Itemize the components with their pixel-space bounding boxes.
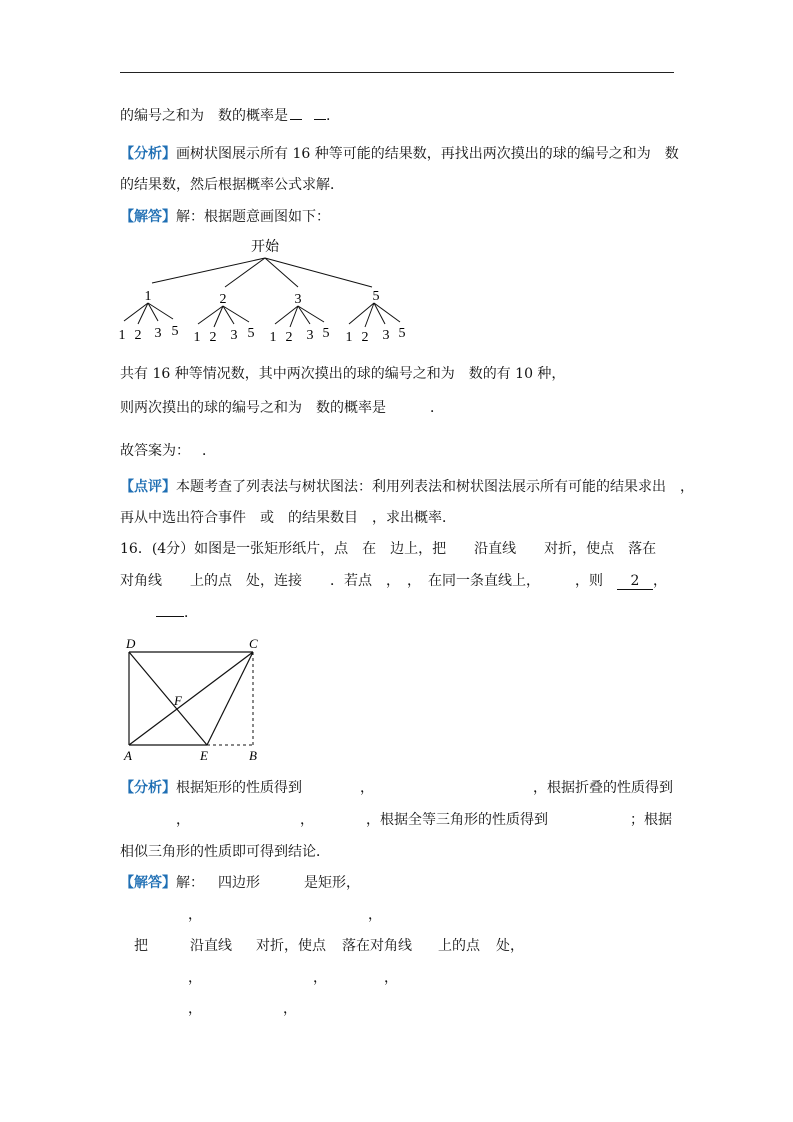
tree-leaf: 1: [193, 330, 201, 345]
text-fragment: 处，: [496, 938, 524, 954]
analysis-tag: 【分析】: [120, 780, 176, 796]
tree-leaf: 3: [230, 328, 238, 343]
solution-tag: 【解答】: [120, 875, 176, 891]
vertex-label: B: [249, 748, 257, 763]
text-fragment: 沿直线: [190, 938, 232, 954]
text-fragment: 上的点: [438, 938, 480, 954]
text-fragment: ，: [360, 780, 374, 796]
text-fragment: ，: [188, 907, 202, 923]
solution-tag: 【解答】: [120, 209, 176, 225]
text-fragment: ，: [300, 812, 314, 828]
vertex-label: C: [249, 636, 258, 651]
sentence: 的编号之和为 数的概率是: [120, 108, 288, 124]
tree-leaf: 2: [134, 328, 142, 343]
tree-root: 开始: [251, 240, 279, 255]
text-fragment: 落在对角线: [342, 938, 412, 954]
tree-leaf: 2: [285, 330, 293, 345]
text-fragment: ，: [176, 812, 190, 828]
tree-leaf: 5: [322, 326, 330, 341]
text-fragment: ，: [313, 970, 327, 986]
tree-leaf: 5: [398, 326, 406, 341]
text-line: 相似三角形的性质即可得到结论．: [120, 844, 330, 860]
text-line: 的结果数，然后根据概率公式求解．: [120, 177, 344, 193]
text-line: 故答案为： ．: [120, 443, 216, 459]
rectangle-figure: [118, 634, 268, 766]
text-fragment: ，根据折叠的性质得到: [533, 780, 673, 796]
solution-line: 【解答】解：: [120, 875, 204, 891]
vertex-label: F: [174, 693, 182, 708]
tree-leaf: 2: [209, 330, 217, 345]
tree-node: 5: [372, 289, 380, 304]
text-fragment: ，: [283, 1001, 297, 1017]
blank: [156, 616, 184, 617]
vertex-label: D: [126, 636, 136, 651]
text-fragment: 把: [134, 938, 148, 954]
tree-node: 3: [294, 292, 302, 307]
text-fragment: 是矩形，: [304, 875, 360, 891]
text-fragment: 对折，使点: [256, 938, 326, 954]
tree-leaf: 1: [345, 330, 353, 345]
tree-leaf: 5: [247, 326, 255, 341]
text-line: ．: [120, 604, 198, 622]
text-line: 再从中选出符合事件 或 的结果数目 ，求出概率．: [120, 510, 456, 526]
solution-line: 【解答】解：根据题意画图如下：: [120, 209, 330, 225]
comment-tag: 【点评】: [120, 479, 176, 495]
text-fragment: ，: [188, 1001, 202, 1017]
analysis-tag: 【分析】: [120, 146, 176, 162]
analysis-line: 【分析】根据矩形的性质得到: [120, 780, 302, 796]
text-fragment: ，: [368, 907, 382, 923]
tree-leaf: 2: [361, 330, 369, 345]
tree-diagram: [110, 236, 420, 346]
question-16: 16．(4分）如图是一张矩形纸片，点 在 边上，把 沿直线 对折，使点 落在: [120, 541, 657, 557]
vertex-label: E: [200, 748, 208, 763]
tree-leaf: 5: [171, 324, 179, 339]
tree-leaf: 3: [154, 326, 162, 341]
tree-node: 1: [144, 289, 152, 304]
blank: [290, 119, 302, 120]
text-line: 对角线 上的点 处，连接 ．若点 ， ， 在同一条直线上， ，则 2 ，: [120, 573, 667, 589]
text-line: 的编号之和为 数的概率是 .: [120, 108, 331, 124]
text-fragment: ，: [188, 970, 202, 986]
vertex-label: A: [124, 748, 132, 763]
text-line: 则两次摸出的球的编号之和为 数的概率是 ．: [120, 400, 444, 416]
text-fragment: ，根据全等三角形的性质得到: [366, 812, 548, 828]
tree-node: 2: [219, 292, 227, 307]
text-line: 共有 16 种等情况数，其中两次摸出的球的编号之和为 数的有 10 种，: [120, 366, 566, 382]
answer-blank: 2: [617, 573, 653, 590]
analysis-line: 【分析】画树状图展示所有 16 种等可能的结果数，再找出两次摸出的球的编号之和为 数: [120, 146, 679, 162]
tree-leaf: 1: [269, 330, 277, 345]
tree-leaf: 3: [382, 328, 390, 343]
text-fragment: 四边形: [218, 875, 260, 891]
header-rule: [120, 72, 674, 73]
text-fragment: ；根据: [630, 812, 672, 828]
comment-line: 【点评】本题考查了列表法与树状图法：利用列表法和树状图法展示所有可能的结果求出 ，: [120, 479, 694, 495]
tree-leaf: 1: [118, 328, 126, 343]
text-fragment: ，: [384, 970, 398, 986]
blank: [314, 119, 326, 120]
tree-leaf: 3: [306, 328, 314, 343]
